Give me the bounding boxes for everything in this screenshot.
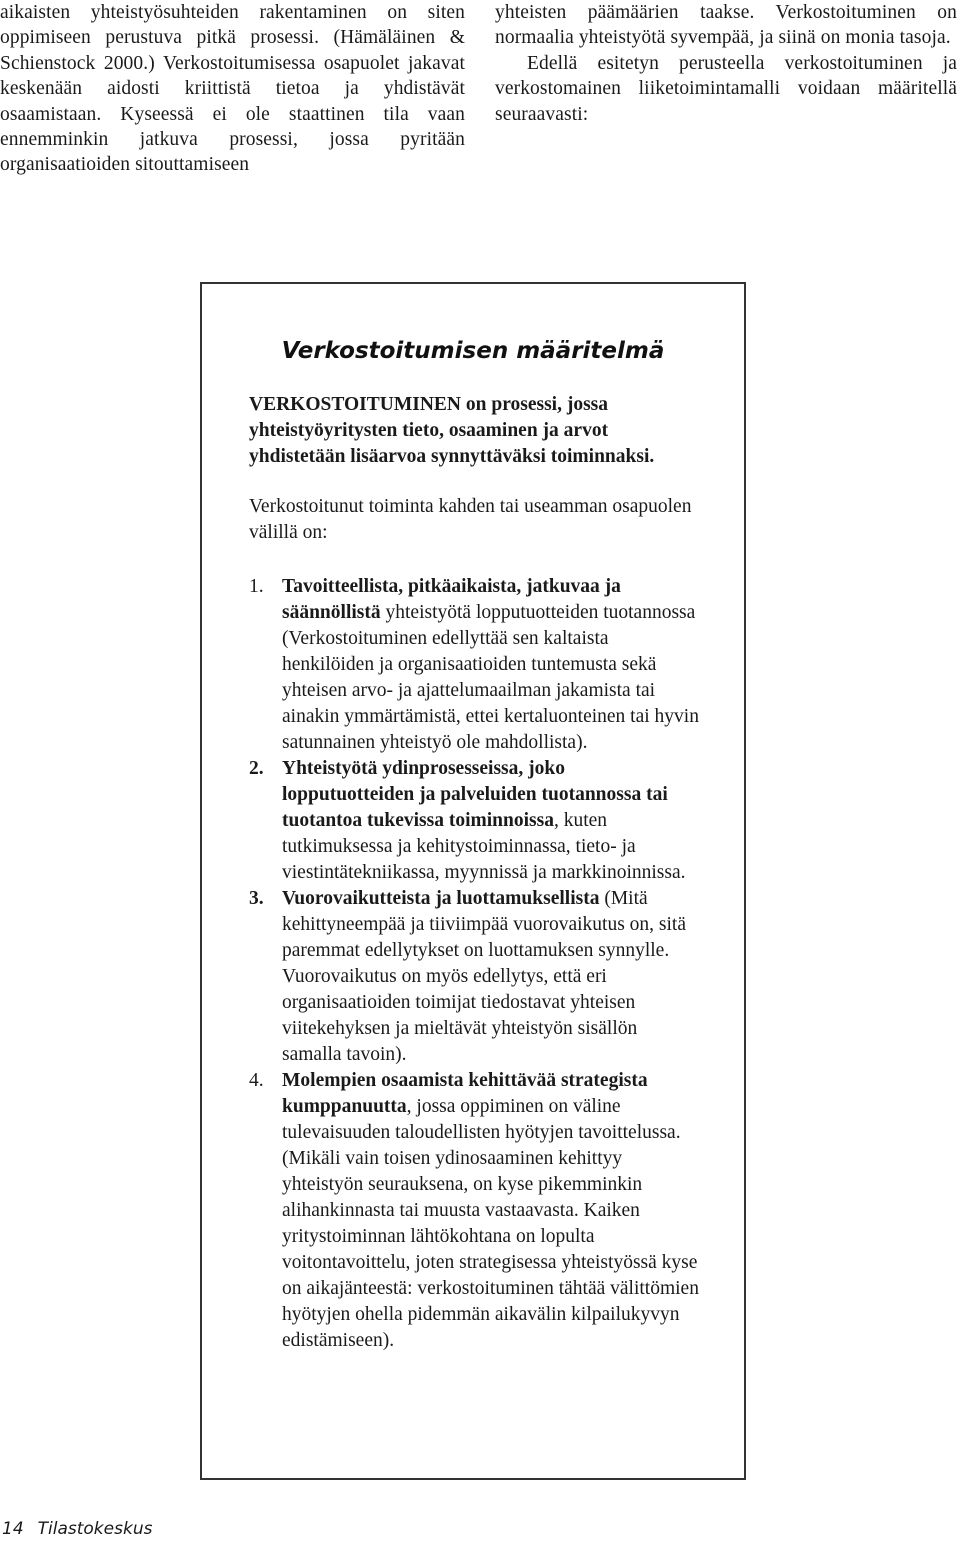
item-text: (Mitä kehittyneempää ja tiiviimpää vuorovaikutus on, sitä paremmat edellytykset on luottamuksen synnylle. Vuorovaikutus on myös edellytys, että eri organisaatioiden toimijat tiedostavat yhteisen viitekehyksen ja mieltävät yhteistyön sisällön samalla tavoin).	[282, 888, 686, 1065]
definition-box	[200, 282, 746, 1480]
body-paragraph: yhteisten päämäärien taakse. Verkostoituminen on normaalia yhteistyötä syvempää, ja siinä on monia tasoja.	[495, 2, 957, 49]
item-text: yhteistyötä lopputuotteiden tuotannossa (Verkostoituminen edellyttää sen kaltaista henkilöiden ja organisaatioiden tuntemusta sekä yhteisen arvo- ja ajattelumaailman jakamista tai ainakin ymmärtämistä, ettei kertaluonteinen tai hyvin satunnainen yhteistyö ole mahdollista).	[282, 602, 699, 753]
publisher-name: Tilastokeskus	[37, 1519, 153, 1539]
item-emphasis: Vuorovaikutteista ja luottamuksellista	[282, 888, 600, 909]
left-text-column	[0, 0, 465, 178]
page-footer	[2, 1518, 152, 1540]
list-item	[249, 574, 701, 756]
item-number: 2.	[249, 758, 264, 779]
box-title: Verkostoitumisen määritelmä	[281, 338, 665, 364]
page-number: 14	[2, 1519, 24, 1539]
item-emphasis: Tavoitteellista, pitkäaikaista, jatkuvaa ja säännöllistä	[282, 576, 621, 623]
item-text: , kuten tutkimuksessa ja kehitystoiminnassa, tieto- ja viestintätekniikassa, myynnissä ja markkinoinnissa.	[282, 810, 686, 883]
list-item	[249, 886, 701, 1068]
body-paragraph: aikaisten yhteistyösuhteiden rakentaminen on siten oppimiseen perustuva pitkä prosessi. (Hämäläinen & Schienstock 2000.) Verkostoitumisessa osapuolet jakavat keskenään aidosti kriittistä tietoa ja yhdistävät osaamistaan. Kyseessä ei ole staattinen tila vaan ennemminkin jatkuva prosessi, jossa pyritään organisaatioiden sitouttamiseen	[0, 2, 465, 176]
definition-statement: VERKOSTOITUMINEN on prosessi, jossa yhteistyöyritysten tieto, osaaminen ja arvot yhdistetään lisäarvoa synnyttäväksi toiminnaksi.	[249, 394, 655, 467]
list-item	[249, 756, 701, 886]
item-number: 1.	[249, 576, 264, 597]
item-number: 3.	[249, 888, 264, 909]
item-number: 4.	[249, 1070, 264, 1091]
item-emphasis: Molempien osaamista kehittävää strategista kumppanuutta	[282, 1070, 648, 1117]
item-emphasis: Yhteistyötä ydinprosesseissa, joko lopputuotteiden ja palveluiden tuotannossa tai tuotantoa tukevissa toiminnoissa	[282, 758, 668, 831]
criteria-list	[249, 574, 701, 1354]
body-paragraph: Edellä esitetyn perusteella verkostoituminen ja verkostomainen liiketoimintamalli voidaan määritellä seuraavasti:	[495, 52, 957, 125]
list-item	[249, 1068, 701, 1354]
right-text-column	[495, 0, 957, 127]
item-text: , jossa oppiminen on väline tulevaisuuden taloudellisten hyötyjen tavoittelussa. (Mikäli vain toisen ydinosaaminen kehittyy yhteistyön seurauksena, on kyse pikemminkin alihankinnasta tai muusta vastaavasta. Kaiken yritystoiminnan lähtökohtana on lopulta voitontavoittelu, joten strategisessa yhteistyössä kyse on aikajänteestä: verkostoituminen tähtää välittömien hyötyjen ohella pidemmän aikavälin kilpailukyvyn edistämiseen).	[282, 1096, 699, 1351]
list-intro: Verkostoitunut toiminta kahden tai useamman osapuolen välillä on:	[249, 496, 692, 543]
